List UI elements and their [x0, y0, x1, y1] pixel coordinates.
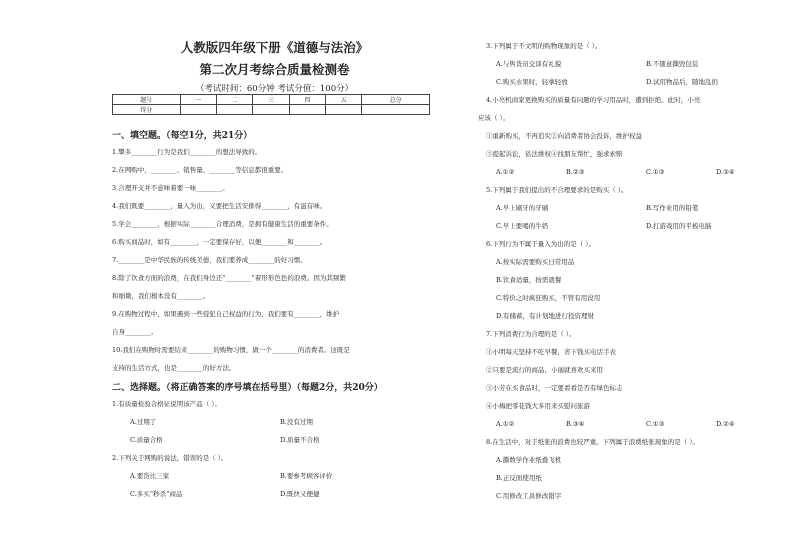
choice-question: 3.下列属于不文明的购物现象的是（ ）。 [486, 42, 602, 50]
choice-option: A.按实际需要购买日常用品 [496, 258, 575, 266]
choice-option: C.多买“秒杀”商品 [130, 490, 183, 498]
score-table [112, 94, 430, 115]
choice-question: 2.下列关于网购的说法，错误的是（ ）。 [112, 454, 228, 462]
choice-option: B.没有过期 [280, 418, 313, 426]
choice-option: C.购买水果时，轻拿轻放 [496, 78, 568, 86]
fill-question: 3.合理开支并不意味着要一味________。 [112, 184, 229, 192]
choice-option: A.撕数学作业纸叠飞机 [496, 456, 562, 464]
score-cell [362, 105, 430, 115]
choice-question: 7.下列消费行为合理的是（ ）。 [486, 330, 576, 338]
choice-statement: ③小芳在买食品时，一定要看看是否有绿色标志 [486, 384, 623, 392]
choice-option: A.与售货员交谈有礼貌 [496, 60, 562, 68]
choice-option: A.①② [496, 168, 515, 176]
exam-info: （考试时间：60分钟 考试分值：100分） [195, 84, 354, 94]
section2-heading: 二、选择题。（将正确答案的序号填在括号里）（每题2分，共20分） [112, 383, 383, 393]
choice-option: C.①③ [646, 168, 665, 176]
choice-option: D.③④ [716, 168, 735, 176]
score-header-cell: 题号 [113, 95, 181, 105]
fill-question: 自身________。 [112, 328, 158, 336]
score-cell [180, 105, 216, 115]
choice-option: A.①② [496, 420, 515, 428]
choice-option: B.饮食适量，按需就餐 [496, 276, 562, 284]
fill-question: 5.学会________，根据实际________合理消费，是拥有健康生活的重要条件。 [112, 220, 333, 228]
choice-question: 1.有质量检验合格证说明该产品（ ）。 [112, 400, 222, 408]
page-title: 人教版四年级下册《道德与法治》 [180, 40, 369, 55]
score-table-score-row [113, 105, 430, 115]
score-cell [289, 105, 325, 115]
fill-question: 和细微，我们根本没有________。 [112, 292, 210, 300]
choice-question: 5.下列属于我们提出的不合理要求的是购买（ ）。 [486, 186, 628, 194]
choice-option: A.要货比三家 [130, 472, 170, 480]
choice-question: 4.小亮机商家更换购买的质量有问题的学习用品时，遭到拒绝。此时，小亮 [486, 96, 701, 104]
choice-option: C.质量合格 [130, 436, 163, 444]
score-cell [253, 105, 289, 115]
fill-question: 支持的生活方式，也是________的好方法。 [112, 364, 236, 372]
score-header-cell: 二 [216, 95, 252, 105]
choice-question-cont: 应该（ ）。 [478, 114, 510, 122]
score-header-cell: 五 [326, 95, 362, 105]
choice-option: A.早上刷牙的牙刷 [496, 204, 549, 212]
choice-option: D.②④ [716, 420, 735, 428]
choice-question: 8.在生活中，对于纸张的浪费也较严重。下列属于浪费纸张现象的是（ ）。 [486, 438, 700, 446]
choice-option: D.质量不合格 [280, 436, 320, 444]
choice-statement: ③提起诉讼，依法维权④找朋友帮忙，强求索赔 [486, 150, 623, 158]
choice-option: B.正反面使用纸 [496, 474, 542, 482]
score-header-cell: 四 [289, 95, 325, 105]
fill-question: 9.在购物过程中，如果遇到一些侵犯自己权益的行为，我们要有________，维护 [112, 310, 340, 318]
choice-option: C.用修改工具修改错字 [496, 492, 562, 500]
page-subtitle: 第二次月考综合质量检测卷 [199, 62, 350, 77]
choice-statement: ①小明每天坚持不吃早餐，省下钱买电话手表 [486, 348, 616, 356]
choice-statement: ④小梅把零花钱大多用来买慰问旅游 [486, 402, 590, 410]
score-header-cell: 三 [253, 95, 289, 105]
fill-question: 7.________是中华民族的传统美德，我们要养成________的好习惯。 [112, 256, 307, 264]
choice-option: D.打游戏用的平板电脑 [646, 222, 712, 230]
choice-question: 6.下列行为不属于量入为出的是（ ）。 [486, 240, 596, 248]
choice-statement: ①重新购买，不再追究②向消费者协会投诉，维护权益 [486, 132, 642, 140]
choice-option: D.有储蓄，有计划地进行投资理财 [496, 312, 595, 320]
choice-option: B.不随意撕毁包装 [646, 60, 699, 68]
section1-heading: 一、填空题。（每空1分，共21分） [112, 131, 253, 141]
choice-option: B.要参考顾客评价 [280, 472, 333, 480]
choice-option: D.既快又便捷 [280, 490, 320, 498]
score-table-header-row [113, 95, 430, 105]
score-cell [326, 105, 362, 115]
choice-option: B.③④ [566, 420, 585, 428]
score-header-cell: 一 [180, 95, 216, 105]
choice-option: A.过期了 [130, 418, 157, 426]
choice-option: C.特价之时疯狂购买，不管有用没用 [496, 294, 601, 302]
choice-statement: ②只要是流行的商品，小丽就喜欢买来用 [486, 366, 603, 374]
fill-question: 10.我们在购物时需要结来________的购物习惯，做一个________的消费者。这既是 [112, 346, 350, 354]
score-cell [216, 105, 252, 115]
fill-question: 1.攀多________行为是我们________的想法导致的。 [112, 148, 262, 156]
fill-question: 4.我们既要________，量入为出，又要把生活安排得________，有滋有味。 [112, 202, 327, 210]
choice-option: C.早上要喝的牛奶 [496, 222, 549, 230]
choice-option: C.①③ [646, 420, 665, 428]
choice-option: B.写作业用的铅笔 [646, 204, 699, 212]
fill-question: 8.除了饮食方面的浪费，在我们身边还“________”着形形色色的浪费。因为其频繁 [112, 274, 346, 282]
score-row-label: 得分 [113, 105, 181, 115]
score-header-cell: 总分 [362, 95, 430, 105]
fill-question: 2.在网购中，________、销售量、________等信息都很重要。 [112, 166, 288, 174]
choice-option: B.②③ [566, 168, 585, 176]
choice-option: D.试用物品后，随地乱扔 [646, 78, 719, 86]
fill-question: 6.购买商品时，如有________，一定要保存好，以便________和________。 [112, 238, 327, 246]
